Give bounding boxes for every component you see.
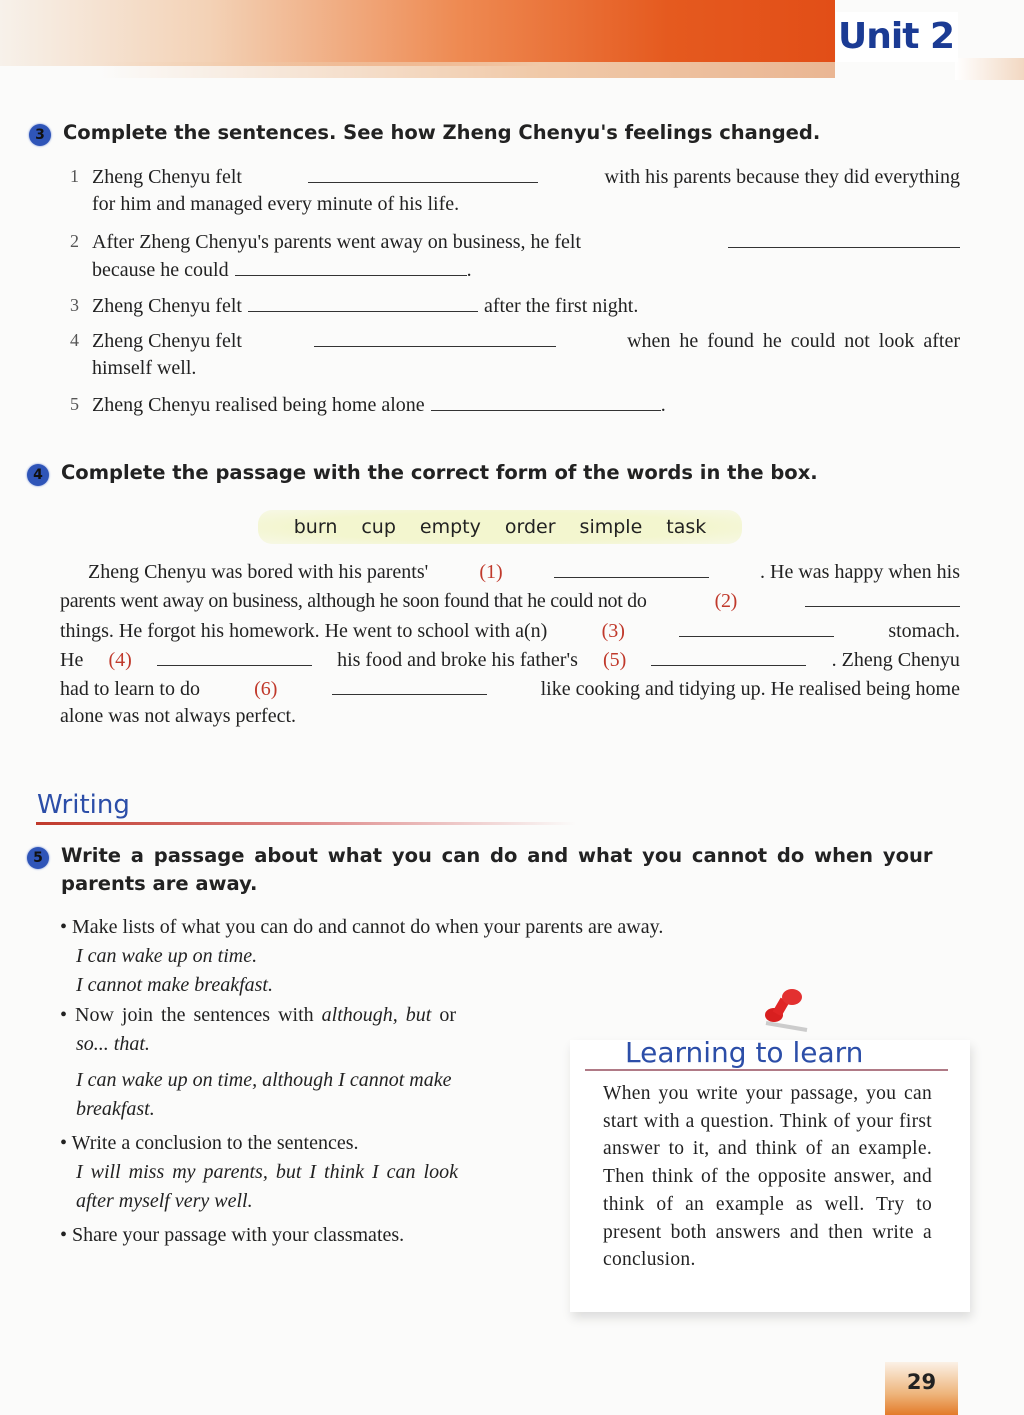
sentence-text: Zheng Chenyu felt bbox=[92, 166, 242, 188]
bullet-text: Make lists of what you can do and cannot do when your parents are away. bbox=[72, 916, 664, 938]
passage-text: like cooking and tidying up. He realised being home bbox=[540, 678, 960, 700]
exercise-5-title-cont: parents are away. bbox=[61, 872, 258, 895]
exercise-5-title bbox=[61, 844, 961, 872]
heading-underline bbox=[36, 822, 576, 825]
word-box bbox=[258, 510, 742, 544]
example: breakfast. bbox=[76, 1098, 155, 1120]
sentence-1 bbox=[92, 164, 960, 192]
answer-blank[interactable] bbox=[679, 618, 834, 637]
answer-blank[interactable] bbox=[651, 647, 806, 666]
sentence-4 bbox=[92, 328, 960, 356]
bullet-item: • Share your passage with your classmates. bbox=[60, 1224, 405, 1246]
word: task bbox=[666, 516, 707, 538]
sentence-text: because he could bbox=[92, 259, 229, 281]
sentence-text: . bbox=[466, 259, 472, 281]
passage-text: things. He forgot his homework. He went to school with a(n) bbox=[60, 620, 548, 642]
bullet-item: • Make lists of what you can do and cannot do when your parents are away. bbox=[60, 916, 664, 938]
bullet-item: • Write a conclusion to the sentences. bbox=[60, 1132, 359, 1154]
answer-blank[interactable] bbox=[431, 392, 661, 411]
sentence-text: himself well. bbox=[92, 357, 197, 379]
passage-line bbox=[60, 618, 960, 646]
answer-blank[interactable] bbox=[248, 293, 478, 312]
passage-text: . Zheng Chenyu bbox=[831, 649, 960, 671]
sentence-text: with his parents because they did everything bbox=[604, 166, 960, 188]
exercise-4-title: Complete the passage with the correct form of the words in the box. bbox=[61, 461, 818, 484]
example: I will miss my parents, but I think I can look bbox=[76, 1161, 458, 1183]
bullet-text: Now join the sentences with bbox=[75, 1004, 314, 1026]
sentence-3 bbox=[92, 293, 638, 321]
tip-title: Learning to learn bbox=[625, 1036, 864, 1069]
blank-number: (5) bbox=[603, 649, 627, 671]
answer-blank[interactable] bbox=[314, 328, 556, 347]
sentence-4-cont bbox=[92, 357, 196, 385]
blank-number: (4) bbox=[108, 649, 132, 671]
sentence-text: Zheng Chenyu felt bbox=[92, 295, 242, 317]
passage-text: Zheng Chenyu was bored with his parents' bbox=[88, 561, 429, 583]
sentence-text: Zheng Chenyu felt bbox=[92, 330, 242, 352]
exercise-number-badge: 3 bbox=[29, 124, 51, 146]
bullet-text: Write a conclusion to the sentences. bbox=[71, 1132, 359, 1154]
bullet-text: Share your passage with your classmates. bbox=[72, 1224, 405, 1246]
sentence-text: for him and managed every minute of his life. bbox=[92, 193, 460, 215]
answer-blank[interactable] bbox=[728, 229, 960, 248]
bullet-text: although, but bbox=[321, 1004, 432, 1026]
title-text: Write a passage about what you can do and what you cannot do when your bbox=[61, 844, 933, 867]
passage-text: his food and broke his father's bbox=[337, 649, 578, 671]
passage-line bbox=[60, 647, 960, 675]
passage-text: parents went away on business, although he soon found that he could not do bbox=[60, 590, 647, 612]
exercise-number-badge: 5 bbox=[27, 847, 49, 869]
bullet-text: or bbox=[439, 1004, 456, 1026]
item-number: 2 bbox=[70, 231, 79, 251]
sentence-2-cont bbox=[92, 257, 472, 285]
word: cup bbox=[361, 516, 396, 538]
passage-text: had to learn to do bbox=[60, 678, 200, 700]
sentence-text: when he found he could not look after bbox=[627, 330, 960, 352]
item-number: 1 bbox=[70, 166, 79, 186]
passage-line bbox=[60, 588, 960, 616]
passage-text: stomach. bbox=[888, 620, 960, 642]
example: I can wake up on time, although I cannot make bbox=[76, 1069, 452, 1091]
passage-text: alone was not always perfect. bbox=[60, 705, 297, 727]
answer-blank[interactable] bbox=[805, 588, 960, 607]
answer-blank[interactable] bbox=[308, 164, 538, 183]
header-banner bbox=[0, 0, 835, 66]
blank-number: (1) bbox=[479, 561, 503, 583]
sentence-text: After Zheng Chenyu's parents went away on business, he felt bbox=[92, 231, 582, 253]
item-number: 4 bbox=[70, 330, 79, 350]
header-banner-edge bbox=[955, 58, 1024, 80]
sentence-text: Zheng Chenyu realised being home alone bbox=[92, 394, 425, 416]
passage-line bbox=[60, 676, 960, 704]
answer-blank[interactable] bbox=[554, 559, 709, 578]
answer-blank[interactable] bbox=[332, 676, 487, 695]
example: I cannot make breakfast. bbox=[76, 974, 273, 996]
word: burn bbox=[293, 516, 338, 538]
passage-line bbox=[60, 705, 296, 733]
header-banner-shadow bbox=[100, 62, 835, 78]
tip-text: When you write your passage, you can start with a question. Think of your first answer to it, and think of an example. Then think of the opposite answer, and think of an example as well. Try to present both answers and then write a conclusion. bbox=[603, 1083, 932, 1271]
example: I can wake up on time. bbox=[76, 945, 258, 967]
blank-number: (3) bbox=[601, 620, 625, 642]
unit-title: Unit 2 bbox=[836, 12, 958, 62]
tip-title-underline bbox=[585, 1069, 948, 1071]
example: after myself very well. bbox=[76, 1190, 253, 1212]
exercise-3-title: Complete the sentences. See how Zheng Chenyu's feelings changed. bbox=[63, 121, 821, 144]
word: simple bbox=[579, 516, 643, 538]
pushpin-icon bbox=[752, 985, 812, 1035]
section-heading-writing: Writing bbox=[37, 790, 130, 820]
passage-line bbox=[88, 559, 960, 587]
blank-number: (2) bbox=[714, 590, 737, 612]
bullet-text: so... that. bbox=[76, 1033, 150, 1055]
item-number: 3 bbox=[70, 295, 79, 315]
word: empty bbox=[419, 516, 481, 538]
blank-number: (6) bbox=[254, 678, 278, 700]
sentence-5 bbox=[92, 392, 666, 420]
word: order bbox=[504, 516, 556, 538]
sentence-text: after the first night. bbox=[483, 295, 639, 317]
item-number: 5 bbox=[70, 394, 79, 414]
answer-blank[interactable] bbox=[235, 257, 467, 276]
exercise-number-badge: 4 bbox=[27, 464, 49, 486]
sentence-1-cont bbox=[92, 193, 459, 221]
page-number: 29 bbox=[885, 1362, 958, 1415]
passage-text: He bbox=[60, 649, 84, 671]
sentence-2 bbox=[92, 229, 960, 257]
answer-blank[interactable] bbox=[157, 647, 312, 666]
bullet-item: • Now join the sentences with although, but or bbox=[60, 1004, 456, 1026]
sentence-text: . bbox=[660, 394, 666, 416]
passage-text: . He was happy when his bbox=[760, 561, 960, 583]
